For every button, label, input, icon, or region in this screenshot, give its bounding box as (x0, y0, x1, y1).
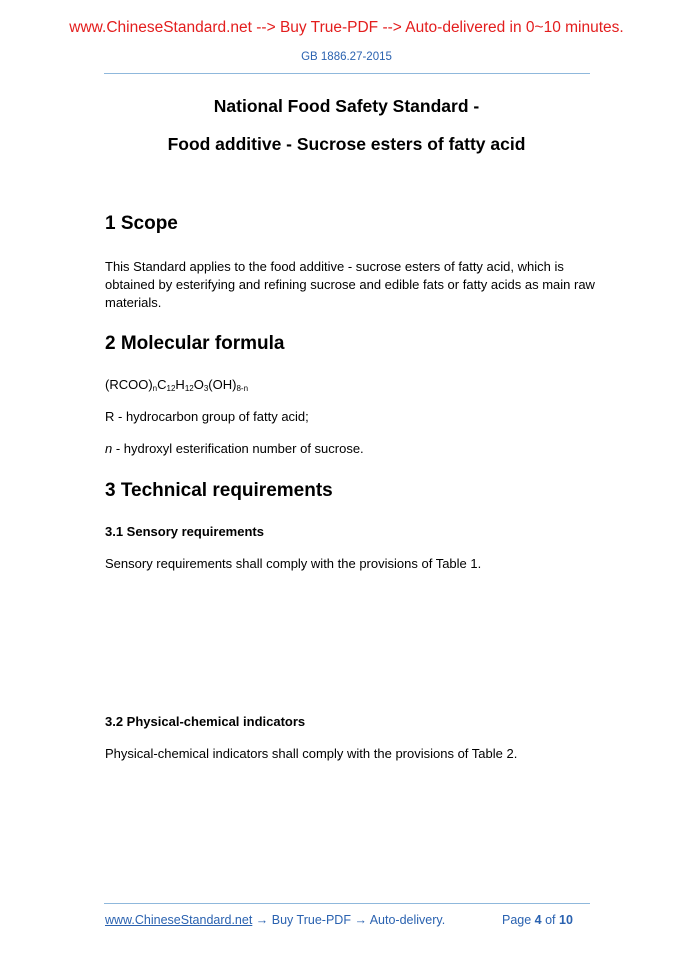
document-title-line2: Food additive - Sucrose esters of fatty acid (167, 134, 526, 154)
formula-part: H (175, 377, 185, 392)
footer-divider (104, 903, 590, 904)
page-indicator (502, 913, 573, 927)
standard-code: GB 1886.27-2015 (301, 51, 392, 63)
formula-subscript: n (152, 384, 158, 393)
arrow-icon: → (354, 913, 367, 927)
footer-links (105, 913, 445, 927)
formula-subscript: 12 (166, 384, 176, 393)
page-total: 10 (559, 913, 573, 927)
document-title-line1: National Food Safety Standard - (213, 96, 480, 116)
section-heading-molecular-formula: 2 Molecular formula (105, 333, 285, 354)
footer-site-link[interactable]: www.ChineseStandard.net (105, 913, 253, 927)
scope-paragraph: This Standard applies to the food additive - sucrose esters of fatty acid, which is obtained by esterifying and refining sucrose and edible fats or fatty acids as main raw materials. (105, 259, 595, 310)
subsection-heading-sensory: 3.1 Sensory requirements (105, 524, 264, 539)
formula-part: (RCOO) (105, 377, 153, 392)
physical-chemical-paragraph: Physical-chemical indicators shall comply with the provisions of Table 2. (105, 746, 518, 761)
molecular-formula (105, 376, 595, 394)
sensory-paragraph: Sensory requirements shall comply with the provisions of Table 1. (105, 556, 482, 571)
formula-subscript: 12 (184, 384, 194, 393)
footer-buy-text: Buy True-PDF (268, 913, 355, 927)
subsection-heading-physical-chemical: 3.2 Physical-chemical indicators (105, 714, 306, 729)
formula-subscript: 8-n (236, 384, 249, 393)
page-of: of (541, 913, 559, 927)
formula-part: O (193, 377, 204, 392)
top-banner[interactable]: www.ChineseStandard.net --> Buy True-PDF --> Auto-delivered in 0~10 minutes. (69, 19, 624, 36)
formula-part: (OH) (208, 377, 237, 392)
formula-subscript: 3 (203, 384, 209, 393)
page-current: 4 (534, 913, 542, 927)
formula-part: C (157, 377, 167, 392)
page-label: Page (502, 913, 535, 927)
header-divider (104, 73, 590, 74)
section-heading-technical-requirements: 3 Technical requirements (105, 480, 333, 501)
n-definition-text: - hydroxyl esterification number of sucrose. (112, 441, 364, 456)
n-variable: n (105, 441, 113, 456)
r-definition: R - hydrocarbon group of fatty acid; (105, 409, 309, 424)
footer-auto-text: Auto-delivery. (366, 913, 446, 927)
section-heading-scope: 1 Scope (105, 213, 178, 234)
n-definition (105, 440, 595, 458)
arrow-icon: → (255, 913, 269, 927)
